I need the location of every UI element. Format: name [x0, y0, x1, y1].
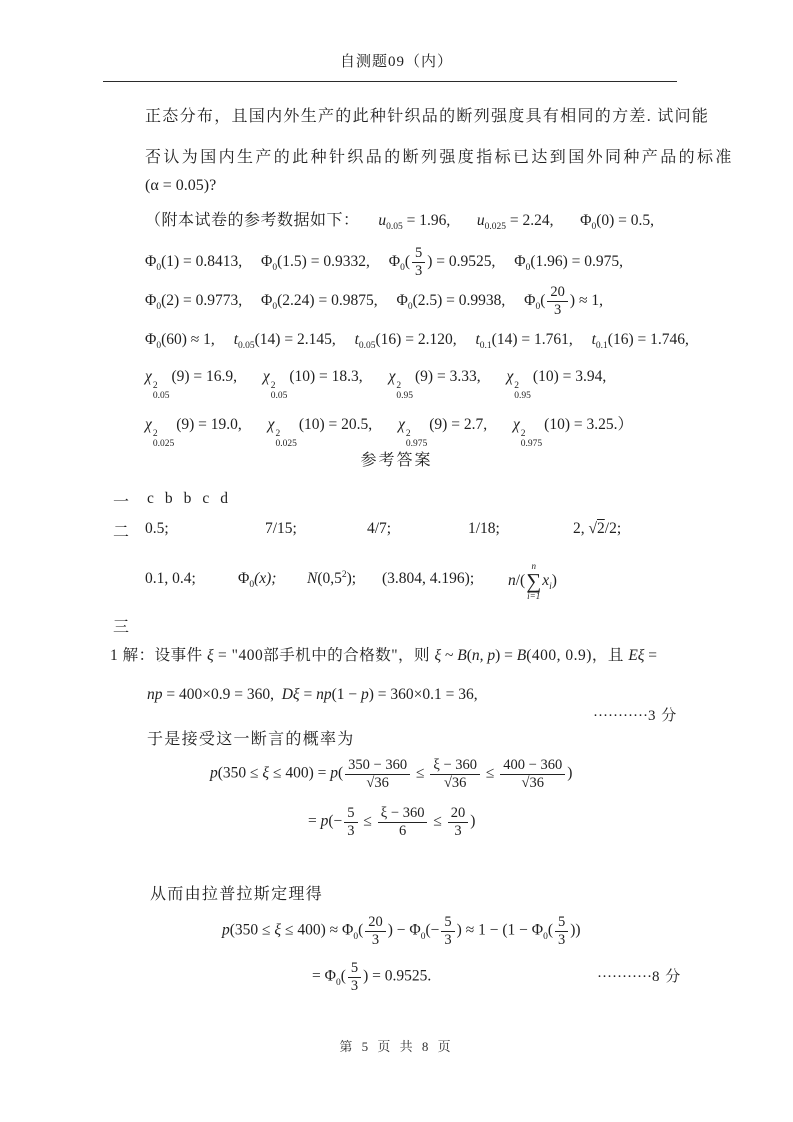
radical-sign: √: [366, 774, 375, 791]
answer-item: 1/18;: [468, 520, 500, 537]
chi-symbol: χ: [398, 416, 405, 433]
subscript: 0: [353, 931, 359, 942]
ref-data-line-5: [145, 368, 621, 401]
ref-phi25: [396, 291, 506, 312]
ref-phi53: [388, 245, 496, 279]
sup-sub-stack: [514, 382, 531, 401]
ref-phi60: [145, 331, 215, 352]
radicand: 36: [451, 774, 467, 791]
math-value: (1.96) = 0.975,: [530, 252, 624, 270]
ref-phi224: [261, 291, 378, 312]
phi-symbol: Φ: [238, 570, 250, 587]
math-value: (0,5: [317, 570, 342, 588]
math-value: ): [551, 572, 557, 590]
math-value: (: [466, 647, 472, 664]
phi-symbol: Φ: [145, 331, 157, 348]
superscript: 2: [341, 570, 347, 580]
header-rule: [103, 81, 677, 82]
fraction-denominator: 3: [371, 931, 380, 948]
math-variable: np: [147, 686, 163, 703]
page-title: 自测题09（内）: [339, 54, 453, 70]
math-value: (1 −: [331, 686, 361, 703]
cn-text: = "400部手机中的合格数"，则: [213, 647, 435, 664]
math-value: ) = 360×0.1 = 36,: [368, 686, 478, 703]
math-value: (1) = 0.8413,: [161, 252, 243, 270]
sum-lower-limit: i=1: [527, 591, 541, 601]
math-variable: u: [476, 212, 485, 229]
math-variable: ξ: [207, 647, 214, 664]
superscript: 2: [520, 429, 526, 439]
fraction-denominator: [363, 775, 391, 792]
summation: [526, 562, 541, 601]
fraction-denominator: [519, 775, 547, 792]
math-value: ) = 0.9525,: [427, 252, 496, 270]
math-value: ~: [441, 647, 458, 664]
fraction: [348, 960, 361, 994]
math-variable: n: [508, 572, 516, 590]
subscript: 0.1: [595, 341, 608, 352]
cn-text: 1 解：设事件: [110, 647, 208, 664]
fraction-denominator: 3: [554, 301, 562, 318]
subscript: 0: [272, 301, 278, 312]
math-value: ≤ 400) =: [269, 764, 331, 782]
math-value: (350 ≤: [229, 921, 275, 939]
superscript: 2: [514, 381, 520, 391]
phi-symbol: Φ: [409, 921, 421, 939]
radicand: 36: [374, 774, 389, 791]
math-variable: t: [591, 331, 596, 348]
fraction: [555, 914, 568, 948]
fraction: [378, 805, 428, 839]
answer-item: 4/7;: [367, 520, 392, 537]
sum-upper-limit: n: [531, 561, 536, 571]
math-value: =: [308, 812, 321, 830]
chi-symbol: χ: [388, 368, 396, 385]
math-value: =: [644, 647, 658, 664]
subscript: 0: [156, 341, 162, 352]
ref-u2: [476, 212, 562, 233]
answer-item: d: [220, 490, 229, 507]
math-variable: ξ: [262, 764, 270, 782]
phi-symbol: Φ: [261, 291, 273, 309]
formula-4: [312, 960, 431, 994]
math-value: =: [299, 686, 317, 703]
chi-symbol: χ: [262, 368, 270, 385]
math-variable: N: [307, 570, 318, 588]
math-value: (: [547, 921, 554, 939]
ref-chi4: [506, 368, 607, 401]
solution-line-4: 从而由拉普拉斯定理得: [150, 886, 324, 903]
score-label: 3 分: [647, 708, 678, 724]
subscript: 0.975: [520, 438, 543, 449]
problem-line-1: 正态分布，且国内外生产的此种针织品的断列强度具有相同的方差. 试问能: [145, 108, 710, 125]
fraction-numerator: 20: [365, 914, 386, 932]
phi-symbol: Φ: [531, 921, 544, 939]
math-value: (14) = 2.145,: [254, 331, 336, 348]
answer-item: 0.1, 0.4;: [145, 570, 196, 587]
phi-symbol: Φ: [145, 291, 157, 309]
phi-symbol: Φ: [524, 291, 536, 309]
math-value: /2;: [604, 520, 622, 537]
math-variable: p: [360, 686, 369, 703]
subscript: 0.95: [396, 390, 414, 401]
math-value: =: [312, 967, 325, 985]
math-value: (10) = 18.3,: [289, 368, 363, 385]
fraction: [500, 757, 565, 791]
chi-symbol: χ: [145, 368, 152, 385]
math-variable: ξ: [434, 647, 442, 664]
problem-line-2: 否认为国内生产的此种针织品的断列强度指标已达到国外同种产品的标准: [145, 149, 734, 166]
fraction-denominator: 3: [350, 977, 359, 994]
math-value: (: [358, 921, 364, 939]
fraction-numerator: 5: [412, 245, 425, 263]
phi-symbol: Φ: [388, 252, 401, 270]
answer-item: [573, 520, 621, 538]
phi-symbol: Φ: [145, 252, 157, 270]
math-variable: p: [330, 764, 338, 782]
math-variable: t: [475, 331, 480, 348]
subscript: 0: [400, 262, 405, 273]
fraction-denominator: 3: [454, 822, 462, 839]
ref-phi196: [514, 252, 624, 273]
answer-item: 0.5;: [145, 520, 169, 537]
dot-leader: ···········: [597, 969, 652, 985]
subscript: 0: [535, 301, 541, 312]
ref-phi2: [145, 291, 243, 312]
chi-symbol: χ: [267, 416, 275, 433]
math-value: (9) = 19.0,: [176, 416, 242, 433]
score-mark-3: [578, 687, 677, 742]
problem-line-3: (α = 0.05)?: [145, 177, 217, 194]
math-value: (x);: [254, 570, 277, 587]
ref-u1: [378, 212, 459, 233]
superscript: 2: [396, 381, 402, 391]
math-value: 2,: [573, 520, 589, 537]
math-value: (: [337, 764, 344, 782]
fraction: [344, 805, 357, 839]
subscript: 0.95: [514, 390, 531, 401]
math-value: (9) = 2.7,: [429, 416, 488, 433]
fraction-numerator: ξ − 360: [378, 805, 428, 823]
math-value: ) ≈ 1 − (1 −: [456, 921, 532, 939]
math-value: (: [540, 291, 546, 309]
answer-item: [307, 570, 356, 588]
math-value: /(: [515, 572, 526, 590]
fraction-numerator: 20: [547, 284, 568, 302]
formula-2: [308, 805, 475, 839]
subscript: 0: [156, 301, 162, 312]
score-label: 8 分: [651, 969, 682, 985]
math-variable: u: [378, 212, 387, 229]
phi-symbol: Φ: [580, 212, 592, 229]
ref-chi5: [145, 416, 242, 449]
math-value: (1.5) = 0.9332,: [277, 252, 370, 270]
math-value: (16) = 1.746,: [607, 331, 689, 348]
math-value: (14) = 1.761,: [491, 331, 573, 348]
math-variable: np: [316, 686, 332, 703]
ref-chi7: [398, 416, 488, 449]
fraction-numerator: 5: [441, 914, 454, 932]
fraction: [441, 914, 454, 948]
fraction-numerator: 5: [348, 960, 361, 978]
subscript: 0.025: [275, 438, 297, 449]
answers-title: 参考答案: [360, 452, 433, 469]
math-variable: x: [542, 572, 550, 590]
math-value: (10) = 3.94,: [532, 368, 607, 385]
fraction-numerator: 5: [344, 805, 357, 823]
chi-symbol: χ: [145, 416, 152, 433]
math-variable: p: [222, 921, 230, 939]
math-value: (2) = 0.9773,: [161, 291, 243, 309]
answer-item: c: [147, 490, 154, 507]
subscript: 0: [420, 931, 426, 942]
math-variable: Dξ: [281, 686, 300, 703]
fraction: [547, 284, 568, 318]
radicand: 2: [597, 520, 605, 537]
answer-item: [508, 562, 557, 601]
math-value: (0) = 0.5,: [596, 212, 655, 229]
cn-text: (400, 0.9)，且: [526, 647, 629, 664]
ref-t2: [354, 331, 457, 352]
ref-phi203: [524, 284, 603, 318]
phi-symbol: Φ: [396, 291, 408, 309]
ref-chi8: [512, 416, 633, 449]
math-value: (350 ≤: [217, 764, 263, 782]
math-variable: p: [320, 812, 329, 830]
chi-symbol: χ: [506, 368, 514, 385]
answer-item: c: [202, 490, 210, 507]
fraction-numerator: ξ − 360: [430, 757, 480, 775]
ref-t4: [591, 331, 689, 352]
math-value: = 2.24,: [506, 212, 562, 229]
ref-data-line-6: [145, 412, 648, 449]
math-value: ≤: [412, 764, 429, 782]
math-value: ≤: [429, 812, 446, 830]
ref-chi3: [388, 368, 481, 401]
ref-t3: [475, 331, 573, 352]
fraction-denominator: [441, 775, 469, 792]
subscript: 0.05: [386, 222, 403, 233]
answer-item: [238, 570, 276, 590]
subscript: 0: [156, 262, 162, 273]
fraction: [412, 245, 425, 279]
math-value: (60) ≈ 1,: [161, 331, 215, 348]
solution-line-1: [110, 643, 657, 665]
math-variable: t: [233, 331, 238, 348]
row-marker: 二: [113, 524, 130, 541]
subscript: 0.975: [405, 438, 428, 449]
answer-item: b: [164, 490, 173, 507]
radicand: 36: [529, 774, 544, 791]
chi-symbol: χ: [512, 416, 520, 433]
phi-symbol: Φ: [324, 967, 336, 985]
formula-1: [210, 757, 572, 791]
math-variable: B: [457, 647, 467, 664]
math-value: (9) = 3.33,: [415, 368, 481, 385]
fraction-denominator: 3: [414, 262, 423, 279]
subscript: 0.05: [152, 390, 170, 401]
sup-sub-stack: [271, 382, 288, 401]
sup-sub-stack: [153, 382, 170, 401]
fraction-numerator: 400 − 360: [500, 757, 565, 775]
subscript: i: [549, 582, 552, 593]
ref-chi1: [145, 368, 238, 401]
fraction-numerator: 5: [555, 914, 568, 932]
fraction: [365, 914, 386, 948]
ref-data-line-1: [145, 207, 669, 232]
math-value: (: [340, 967, 346, 985]
ref-phi1: [145, 252, 243, 273]
subscript: 0.025: [152, 438, 175, 449]
sup-sub-stack: [396, 382, 413, 401]
phi-symbol: Φ: [514, 252, 526, 270]
radical-sign: √: [588, 520, 598, 537]
subscript: 0: [272, 262, 278, 273]
math-value: (9) = 16.9,: [171, 368, 238, 385]
math-value: ≤: [359, 812, 376, 830]
fraction-numerator: 350 − 360: [345, 757, 410, 775]
math-variable: B: [516, 647, 527, 664]
fraction: [448, 805, 469, 839]
subscript: 0.025: [484, 222, 507, 233]
subscript: 0.1: [479, 341, 492, 352]
solution-line-3: 于是接受这一断言的概率为: [147, 731, 355, 748]
subscript: 0: [249, 580, 255, 591]
math-value: (−: [328, 812, 343, 830]
subscript: 0: [543, 931, 548, 942]
math-value: ): [470, 812, 476, 830]
subscript: 0.05: [358, 341, 376, 352]
fraction-denominator: 3: [558, 931, 566, 948]
ref-t1: [233, 331, 336, 352]
ref-data-line-3: [145, 284, 618, 318]
score-mark-8: [582, 948, 681, 1003]
ref-chi6: [267, 416, 373, 449]
fraction-numerator: 20: [448, 805, 469, 823]
math-value: ) =: [495, 647, 517, 664]
math-variable: ξ: [274, 921, 282, 939]
math-value: = 1.96,: [402, 212, 459, 229]
row-marker: 一: [113, 494, 130, 511]
math-value: (−: [425, 921, 440, 939]
math-variable: n, p: [471, 647, 496, 664]
math-value: (: [404, 252, 410, 270]
math-value: ≤: [482, 764, 499, 782]
superscript: 2: [270, 381, 276, 391]
fraction: [345, 757, 410, 791]
subscript: 0: [591, 222, 597, 233]
phi-symbol: Φ: [261, 252, 273, 270]
ref-intro: （附本试卷的参考数据如下：: [145, 212, 360, 229]
ref-phi00: [580, 212, 655, 233]
radical-sign: √: [443, 774, 452, 791]
subscript: 0: [525, 262, 531, 273]
fraction-denominator: 3: [444, 931, 452, 948]
subscript: 0.05: [270, 390, 288, 401]
fraction-denominator: 6: [399, 822, 407, 839]
math-value: ) ≈ 1,: [569, 291, 603, 309]
subscript: 0: [335, 977, 341, 988]
math-value: = 400×0.9 = 360,: [162, 686, 282, 703]
solution-line-2: [147, 686, 478, 704]
math-value: (10) = 3.25.）: [544, 416, 633, 433]
radical-sign: √: [521, 774, 530, 791]
answer-letters: [147, 490, 239, 508]
math-value: ): [567, 764, 573, 782]
math-value: (2.5) = 0.9938,: [412, 291, 506, 309]
math-value: )): [570, 921, 581, 939]
math-value: ≤ 400) ≈: [281, 921, 342, 939]
answer-item: b: [183, 490, 192, 507]
subscript: 0.05: [238, 341, 255, 352]
ref-data-line-2: [145, 245, 638, 279]
formula-3: [222, 914, 581, 948]
ref-chi2: [262, 368, 363, 401]
sigma-symbol: ∑: [526, 569, 542, 593]
ref-data-line-4: [145, 331, 689, 351]
answer-row-3: [0, 558, 793, 604]
answer-item: (3.804, 4.196);: [382, 570, 475, 587]
dot-leader: ···········: [593, 708, 648, 724]
math-variable: p: [210, 764, 218, 782]
superscript: 2: [152, 381, 158, 391]
fraction: [430, 757, 480, 791]
answer-item: 7/15;: [265, 520, 297, 537]
footer-page-number: 第 5 页 共 8 页: [339, 1039, 454, 1054]
superscript: 2: [275, 429, 281, 439]
answer-row-4-marker: 三: [113, 619, 130, 636]
math-value: (2.24) = 0.9875,: [277, 291, 378, 309]
superscript: 2: [152, 429, 158, 439]
superscript: 2: [405, 429, 411, 439]
phi-symbol: Φ: [342, 921, 354, 939]
math-value: (10) = 20.5,: [298, 416, 373, 433]
math-value: (16) = 2.120,: [375, 331, 457, 348]
math-value: );: [346, 570, 357, 588]
math-value: ) = 0.9525.: [363, 967, 432, 985]
fraction-denominator: 3: [347, 822, 355, 839]
math-variable: t: [354, 331, 359, 348]
subscript: 0: [407, 301, 413, 312]
ref-phi15: [261, 252, 370, 273]
math-variable: Eξ: [628, 647, 645, 664]
math-value: ) −: [387, 921, 410, 939]
